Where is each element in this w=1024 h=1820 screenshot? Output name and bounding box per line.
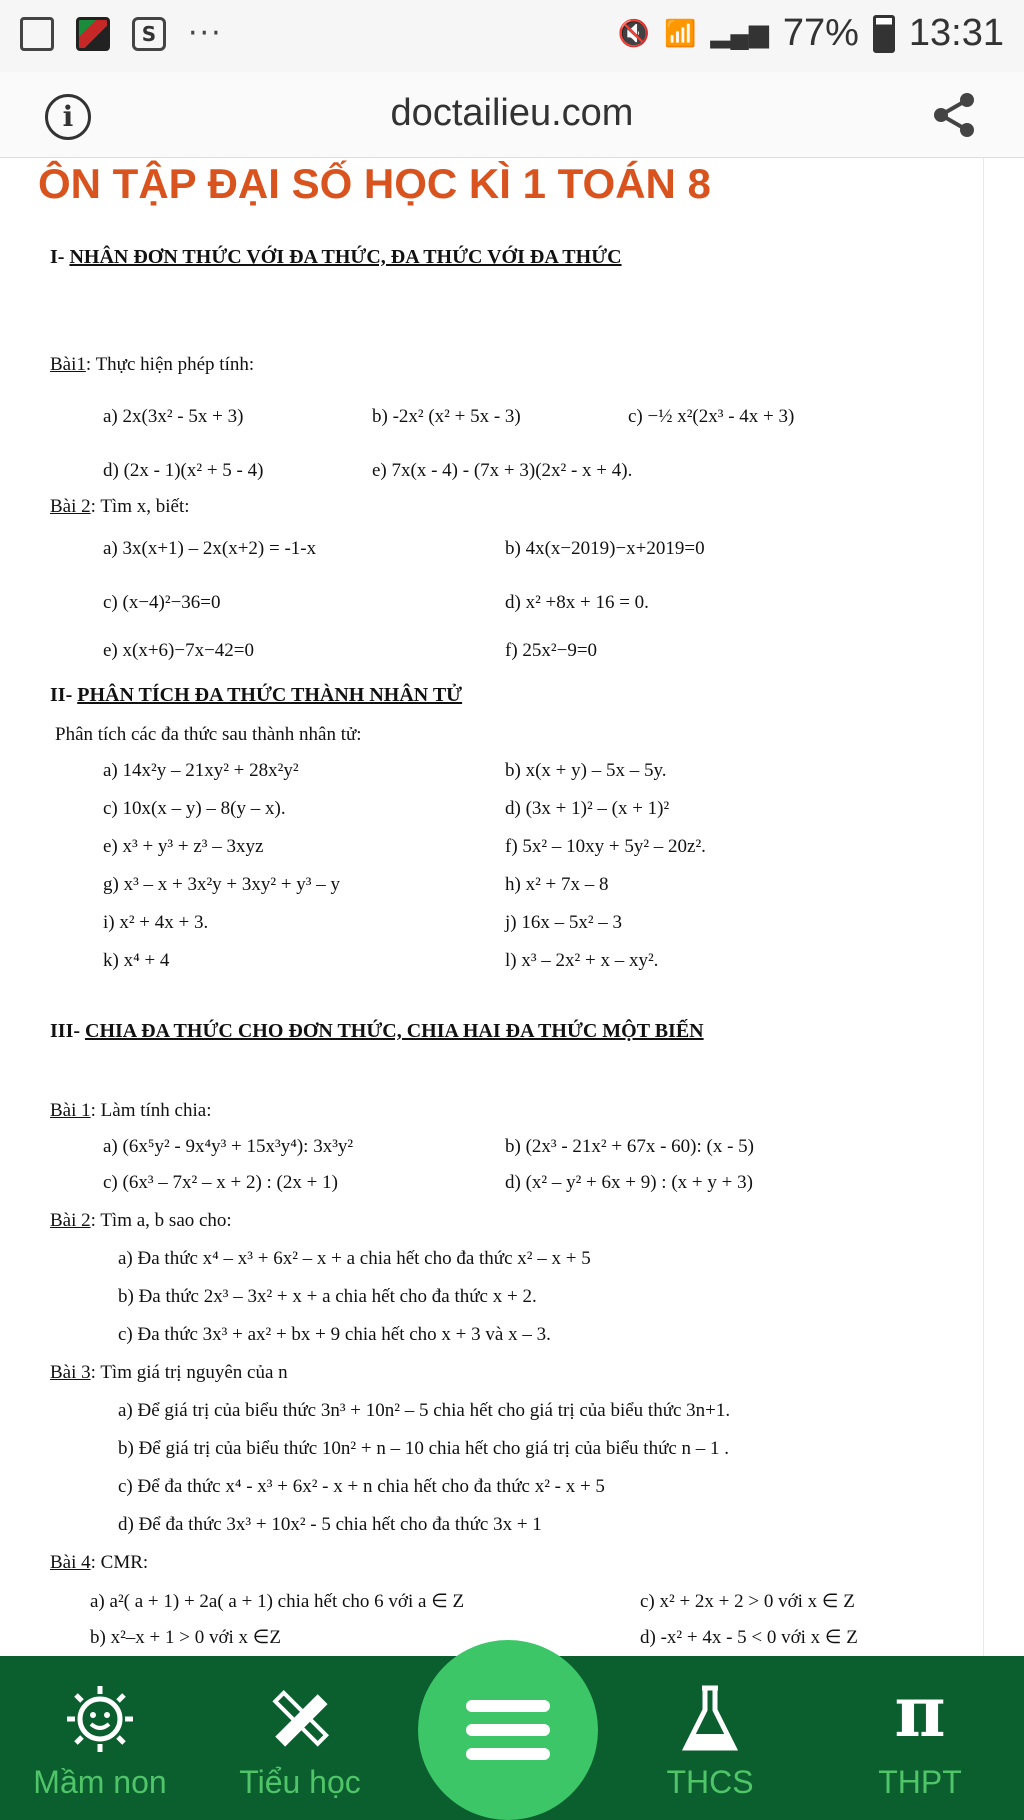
pencil-ruler-icon: [265, 1684, 335, 1754]
battery-percent: 77%: [782, 12, 859, 54]
list-item: g) x³ – x + 3x²y + 3xy² + y³ – y: [103, 874, 341, 895]
list-item: d) (3x + 1)² – (x + 1)²: [505, 798, 670, 819]
division-1-heading: Bài 1: Làm tính chia:: [50, 1100, 212, 1121]
more-notifications-icon: ···: [188, 16, 223, 51]
section-2-heading: II- PHÂN TÍCH ĐA THỨC THÀNH NHÂN TỬ: [50, 684, 463, 706]
page-title: ÔN TẬP ĐẠI SỐ HỌC KÌ 1 TOÁN 8: [38, 160, 711, 207]
list-item: c) Đa thức 3x³ + ax² + bx + 9 chia hết cho x + 3 và x – 3.: [118, 1324, 551, 1345]
section-2-intro: Phân tích các đa thức sau thành nhân tử:: [55, 724, 362, 745]
list-item: a) Để giá trị của biểu thức 3n³ + 10n² – 5 chia hết cho giá trị của biểu thức 3n+1.: [118, 1400, 731, 1421]
list-item: f) 5x² – 10xy + 5y² – 20z².: [505, 836, 706, 857]
nav-thcs[interactable]: [630, 1656, 790, 1820]
section-3-heading: III- CHIA ĐA THỨC CHO ĐƠN THỨC, CHIA HAI ĐA THỨC MỘT BIẾN: [50, 1020, 704, 1042]
list-item: b) x(x + y) – 5x – 5y.: [505, 760, 667, 781]
list-item: f) 25x²−9=0: [505, 640, 598, 661]
list-item: d) -x² + 4x - 5 < 0 với x ∈ Z: [640, 1627, 858, 1648]
mute-icon: 🔇: [617, 18, 651, 48]
list-item: c) Để đa thức x⁴ - x³ + 6x² - x + n chia hết cho đa thức x² - x + 5: [118, 1476, 605, 1497]
list-item: d) x² +8x + 16 = 0.: [505, 592, 649, 613]
nav-label: THPT: [878, 1764, 962, 1800]
list-item: b) Để giá trị của biểu thức 10n² + n – 10 chia hết cho giá trị của biểu thức n – 1 .: [118, 1438, 730, 1459]
list-item: d) Để đa thức 3x³ + 10x² - 5 chia hết cho đa thức 3x + 1: [118, 1514, 542, 1535]
list-item: a) 3x(x+1) – 2x(x+2) = -1-x: [103, 538, 317, 559]
nav-thpt[interactable]: [840, 1656, 1000, 1820]
list-item: c) (x−4)²−36=0: [103, 592, 221, 613]
list-item: d) (2x - 1)(x² + 5 - 4): [103, 460, 264, 481]
list-item: b) -2x² (x² + 5x - 3): [372, 406, 521, 427]
list-item: b) 4x(x−2019)−x+2019=0: [505, 538, 705, 559]
list-item: c) x² + 2x + 2 > 0 với x ∈ Z: [640, 1591, 855, 1612]
list-item: a) a²( a + 1) + 2a( a + 1) chia hết cho 6 với a ∈ Z: [90, 1591, 465, 1612]
list-item: b) x²–x + 1 > 0 với x ∈Z: [90, 1627, 281, 1648]
app-notification-icon: [76, 17, 110, 51]
list-item: c) (6x³ – 7x² – x + 2) : (2x + 1): [103, 1172, 338, 1193]
signal-icon: ▂▄▆: [710, 18, 769, 48]
list-item: a) 14x²y – 21xy² + 28x²y²: [103, 760, 299, 781]
exercise-2-heading: Bài 2: Tìm x, biết:: [50, 496, 190, 517]
clock: 13:31: [908, 12, 1004, 54]
browser-url-bar: [0, 72, 1024, 158]
list-item: e) x³ + y³ + z³ – 3xyz: [103, 836, 264, 857]
list-item: a) 2x(3x² - 5x + 3): [103, 406, 244, 427]
hamburger-icon: [466, 1724, 550, 1736]
list-item: l) x³ – 2x² + x – xy².: [505, 950, 659, 971]
document-page: [0, 158, 1024, 1656]
battery-icon: [873, 15, 895, 53]
list-item: a) (6x⁵y² - 9x⁴y³ + 15x³y⁴): 3x³y²: [103, 1136, 354, 1157]
hamburger-icon: [466, 1700, 550, 1712]
hamburger-icon: [466, 1748, 550, 1760]
nav-mam-non[interactable]: [15, 1656, 185, 1820]
nav-tieu-hoc[interactable]: [215, 1656, 385, 1820]
status-bar: [0, 0, 1024, 72]
list-item: j) 16x – 5x² – 3: [505, 912, 623, 933]
gallery-icon: [20, 17, 54, 51]
smiley-sun-icon: [65, 1684, 135, 1754]
nav-label: THCS: [666, 1764, 754, 1800]
division-4-heading: Bài 4: CMR:: [50, 1552, 149, 1573]
list-item: k) x⁴ + 4: [103, 950, 170, 971]
menu-button[interactable]: [418, 1640, 598, 1820]
list-item: e) 7x(x - 4) - (7x + 3)(2x² - x + 4).: [372, 460, 633, 481]
info-icon[interactable]: i: [45, 94, 91, 140]
shop-icon: S: [132, 17, 166, 51]
section-1-heading: I- NHÂN ĐƠN THỨC VỚI ĐA THỨC, ĐA THỨC VỚI ĐA THỨC: [50, 246, 622, 268]
list-item: e) x(x+6)−7x−42=0: [103, 640, 255, 661]
list-item: i) x² + 4x + 3.: [103, 912, 209, 933]
wifi-icon: 📶: [664, 18, 697, 48]
division-2-heading: Bài 2: Tìm a, b sao cho:: [50, 1210, 232, 1231]
nav-label: Tiểu học: [239, 1764, 361, 1800]
flask-icon: [680, 1684, 740, 1754]
list-item: a) Đa thức x⁴ – x³ + 6x² – x + a chia hết cho đa thức x² – x + 5: [118, 1248, 591, 1269]
list-item: b) (2x³ - 21x² + 67x - 60): (x - 5): [505, 1136, 755, 1157]
url-text[interactable]: doctailieu.com: [390, 92, 634, 134]
list-item: h) x² + 7x – 8: [505, 874, 609, 895]
division-3-heading: Bài 3: Tìm giá trị nguyên của n: [50, 1362, 288, 1383]
nav-label: Mầm non: [33, 1764, 167, 1800]
list-item: b) Đa thức 2x³ – 3x² + x + a chia hết cho đa thức x + 2.: [118, 1286, 537, 1307]
list-item: d) (x² – y² + 6x + 9) : (x + y + 3): [505, 1172, 753, 1193]
page-edge: [983, 158, 984, 1656]
pi-icon: π: [894, 1670, 946, 1753]
share-icon[interactable]: [929, 90, 979, 140]
list-item: c) −½ x²(2x³ - 4x + 3): [628, 406, 795, 427]
exercise-1-heading: Bài1: Thực hiện phép tính:: [50, 354, 255, 375]
list-item: c) 10x(x – y) – 8(y – x).: [103, 798, 286, 819]
